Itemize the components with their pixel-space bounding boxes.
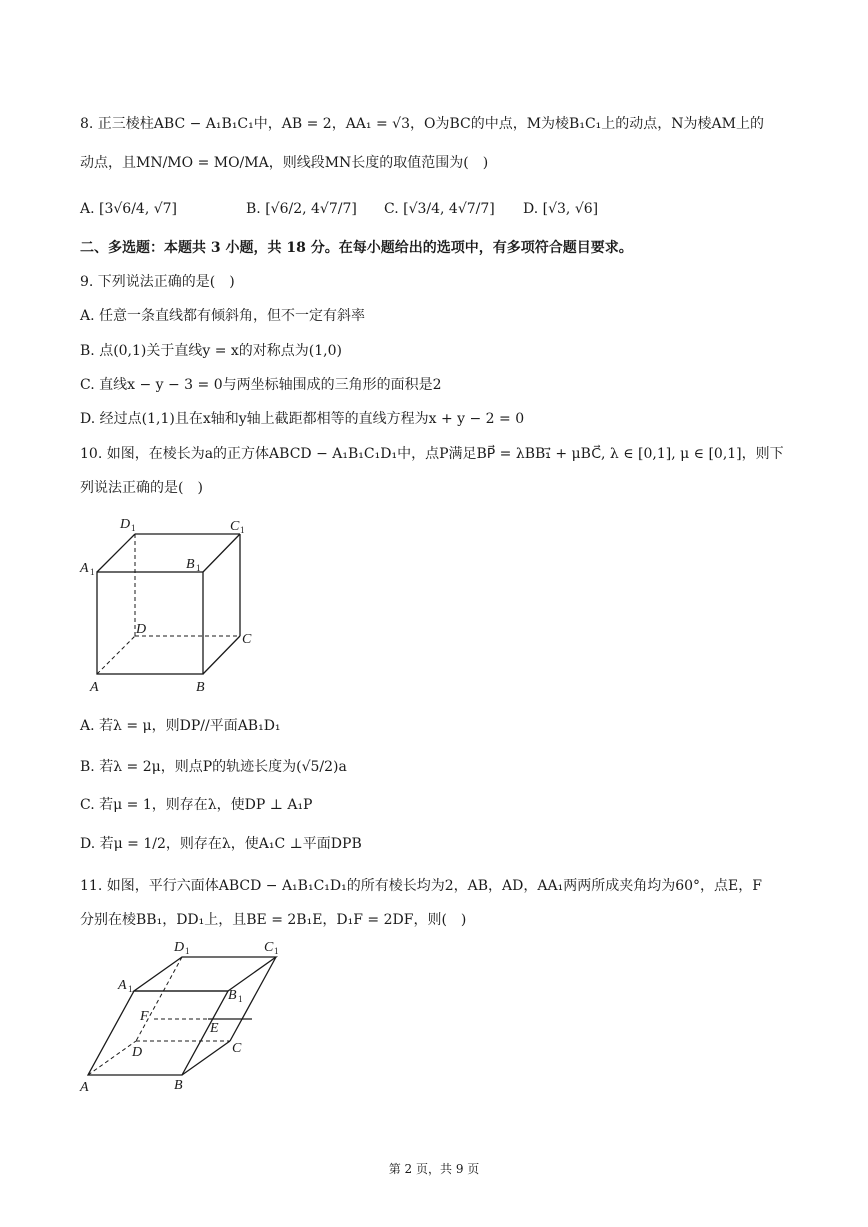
para-hidden-edge-d1d xyxy=(136,957,182,1041)
cube-edge-b1c1 xyxy=(203,534,240,572)
q8-option-b: B. [√6/2, 4√7/7] xyxy=(246,201,357,217)
q8-options xyxy=(80,196,800,224)
para-label-c: C xyxy=(232,1041,242,1056)
cube-label-c1: C xyxy=(230,519,240,534)
para-label-e: E xyxy=(210,1021,219,1036)
para-label-f: F xyxy=(140,1009,149,1024)
q9-option-b: B. 点(0,1)关于直线y = x的对称点为(1,0) xyxy=(80,343,343,359)
para-label-a1-sub: 1 xyxy=(128,984,133,994)
cube-figure xyxy=(70,508,270,698)
para-label-b: B xyxy=(174,1078,183,1093)
para-label-d: D xyxy=(132,1045,143,1060)
section-heading: 二、多选题：本题共 3 小题，共 18 分。在每小题给出的选项中，有多项符合题目要求。 xyxy=(80,240,633,256)
cube-label-a: A xyxy=(90,680,99,695)
q11-stem-line2: 分别在棱BB₁，DD₁上，且BE = 2B₁E，D₁F = 2DF，则( ) xyxy=(80,912,467,928)
cube-label-b: B xyxy=(196,680,205,695)
cube-label-a1: A xyxy=(80,561,89,576)
para-top-face xyxy=(134,957,276,991)
q8-option-a: A. [3√6/4, √7] xyxy=(80,201,178,217)
para-label-b1-sub: 1 xyxy=(238,994,243,1004)
cube-label-b1: B xyxy=(186,557,195,572)
para-hidden-edge-ad xyxy=(88,1041,136,1075)
para-label-d1: D xyxy=(174,940,185,955)
q10-stem-line2: 列说法正确的是( ) xyxy=(80,480,203,496)
q9-option-d: D. 经过点(1,1)且在x轴和y轴上截距都相等的直线方程为x + y − 2 = 0 xyxy=(80,411,525,427)
cube-edge-bc xyxy=(203,636,240,674)
cube-label-d1: D xyxy=(120,517,131,532)
page-footer: 第 2 页，共 9 页 xyxy=(388,1162,480,1176)
para-edge-cb xyxy=(182,1041,230,1075)
q11-stem-line1: 11. 如图，平行六面体ABCD − A₁B₁C₁D₁的所有棱长均为2，AB，AD，AA₁两两所成夹角均为60°，点E，F xyxy=(80,878,762,894)
cube-label-c1-sub: 1 xyxy=(240,525,245,535)
para-label-c1: C xyxy=(264,940,274,955)
q9-stem: 9. 下列说法正确的是( ) xyxy=(80,274,235,290)
cube-edge-a1d1 xyxy=(97,534,135,572)
q9-option-a: A. 任意一条直线都有倾斜角，但不一定有斜率 xyxy=(80,308,366,324)
cube-label-d1-sub: 1 xyxy=(131,523,136,533)
cube-label-c: C xyxy=(242,632,252,647)
q10-stem-line1: 10. 如图，在棱长为a的正方体ABCD − A₁B₁C₁D₁中，点P满足BP⃗ = λBB₁⃗ + μBC⃗, λ ∈ [0,1], μ ∈ [0,1]，则下 xyxy=(80,446,784,462)
q10-option-a: A. 若λ = μ，则DP//平面AB₁D₁ xyxy=(80,718,281,734)
cube-label-b1-sub: 1 xyxy=(196,563,201,573)
parallelepiped-figure xyxy=(70,935,300,1095)
q8-stem-line2: 动点，且MN/MO = MO/MA，则线段MN长度的取值范围为( ) xyxy=(80,155,489,171)
para-label-a: A xyxy=(80,1080,89,1095)
cube-label-d: D xyxy=(136,622,147,637)
para-edge-c1c xyxy=(230,957,276,1041)
para-label-a1: A xyxy=(118,978,127,993)
q10-option-c: C. 若μ = 1，则存在λ，使DP ⊥ A₁P xyxy=(80,797,313,813)
q9-option-c: C. 直线x − y − 3 = 0与两坐标轴围成的三角形的面积是2 xyxy=(80,377,442,393)
para-label-d1-sub: 1 xyxy=(185,946,190,956)
q10-option-d: D. 若μ = 1/2，则存在λ，使A₁C ⊥平面DPB xyxy=(80,836,362,852)
q8-stem-line1: 8. 正三棱柱ABC − A₁B₁C₁中，AB = 2，AA₁ = √3，O为BC的中点，M为棱B₁C₁上的动点，N为棱AM上的 xyxy=(80,116,764,132)
q8-option-c: C. [√3/4, 4√7/7] xyxy=(384,201,495,217)
para-label-b1: B xyxy=(228,988,237,1003)
para-front-face xyxy=(88,991,228,1075)
cube-label-a1-sub: 1 xyxy=(90,567,95,577)
para-label-c1-sub: 1 xyxy=(274,946,279,956)
q8-option-d: D. [√3, √6] xyxy=(523,201,599,217)
cube-hidden-edge-ad xyxy=(97,636,135,674)
q10-option-b: B. 若λ = 2μ，则点P的轨迹长度为(√5/2)a xyxy=(80,759,347,775)
